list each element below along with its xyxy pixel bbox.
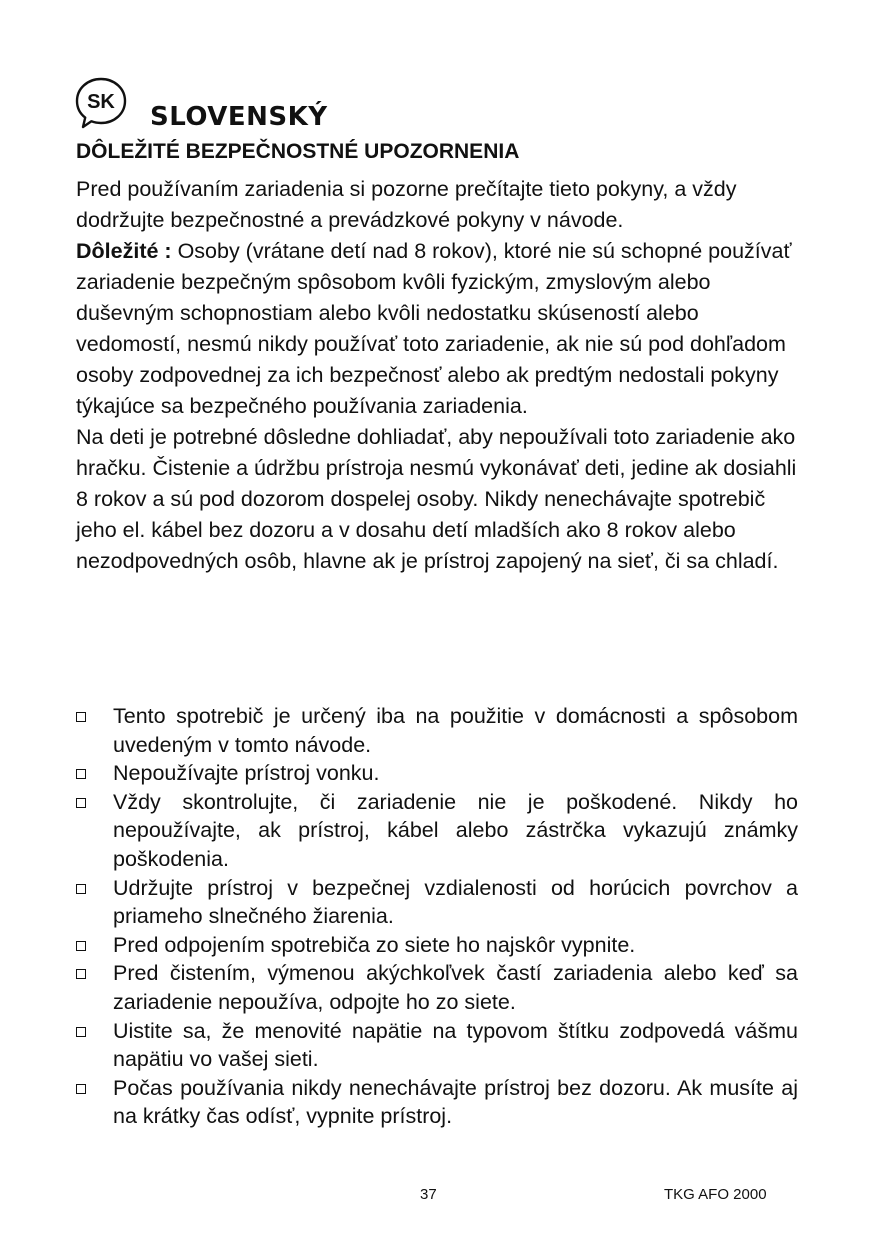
checkbox-bullet-icon [76, 798, 86, 808]
list-item-text: Nepoužívajte prístroj vonku. [113, 761, 380, 786]
checkbox-bullet-icon [76, 769, 86, 779]
checkbox-bullet-icon [76, 1027, 86, 1037]
list-item [76, 788, 798, 874]
page-number: 37 [420, 1186, 437, 1203]
list-item-text: Tento spotrebič je určený iba na použitie v domácnosti a spôsobom uvedeným v tomto návode. [113, 704, 798, 757]
list-item [76, 1017, 798, 1074]
list-item [76, 1074, 798, 1131]
list-item-text: Pred odpojením spotrebiča zo siete ho najskôr vypnite. [113, 932, 636, 957]
list-item-text: Uistite sa, že menovité napätie na typovom štítku zodpovedá vášmu napätiu vo vašej sieti. [113, 1018, 798, 1072]
checkbox-bullet-icon [76, 712, 86, 722]
speech-bubble-icon [74, 76, 128, 130]
list-item-text: Udržujte prístroj v bezpečnej vzdialenosti od horúcich povrchov a priameho slnečného žiarenia. [113, 875, 798, 929]
important-text: Osoby (vrátane detí nad 8 rokov), ktoré nie sú schopné používať zariadenie bezpečným spôsobom kvôli fyzickým, zmyslovým alebo duševným schopnostiam alebo kvôli nedostatku skúseností alebo vedomostí, nesmú nikdy používať toto zariadenie, ak nie sú pod dohľadom osoby zodpovednej za ich bezpečnosť alebo ak predtým nedostali pokyny týkajúce sa bezpečného používania zariadenia. [76, 239, 792, 418]
language-header [74, 76, 794, 136]
checkbox-bullet-icon [76, 941, 86, 951]
section-title: DÔLEŽITÉ BEZPEČNOSTNÉ UPOZORNENIA [76, 140, 520, 163]
intro-paragraph: Pred používaním zariadenia si pozorne prečítajte tieto pokyny, a vždy dodržujte bezpečnostné a prevádzkové pokyny v návode. [76, 177, 737, 232]
list-item [76, 874, 798, 931]
list-item-text: Vždy skontrolujte, či zariadenie nie je poškodené. Nikdy ho nepoužívajte, ak prístroj, kábel alebo zástrčka vykazujú známky poškodenia. [113, 789, 798, 871]
list-item [76, 759, 798, 788]
list-item [76, 931, 798, 960]
language-code: SK [87, 91, 115, 113]
safety-list [76, 702, 798, 1131]
list-item-text: Počas používania nikdy nenechávajte prístroj bez dozoru. Ak musíte aj na krátky čas odísť, vypnite prístroj. [113, 1075, 798, 1129]
important-label: Dôležité : [76, 239, 172, 263]
list-item [76, 702, 798, 759]
important-paragraph [76, 236, 801, 422]
intro-text [76, 174, 801, 577]
language-name: SLOVENSKÝ [150, 102, 328, 132]
list-item [76, 959, 798, 1016]
checkbox-bullet-icon [76, 1084, 86, 1094]
checkbox-bullet-icon [76, 884, 86, 894]
checkbox-bullet-icon [76, 969, 86, 979]
list-item-text: Pred čistením, výmenou akýchkoľvek častí zariadenia alebo keď sa zariadenie nepoužíva, odpojte ho zo siete. [113, 961, 798, 1014]
model-name: TKG AFO 2000 [664, 1186, 767, 1203]
children-paragraph: Na deti je potrebné dôsledne dohliadať, aby nepoužívali toto zariadenie ako hračku. Čistenie a údržbu prístroja nesmú vykonávať deti, jedine ak dosiahli 8 rokov a sú pod dozorom dospelej osoby. Nikdy nenechávajte spotrebič jeho el. kábel bez dozoru a v dosahu detí mladších ako 8 rokov alebo nezodpovedných osôb, hlavne ak je prístroj zapojený na sieť, či sa chladí. [76, 425, 797, 573]
